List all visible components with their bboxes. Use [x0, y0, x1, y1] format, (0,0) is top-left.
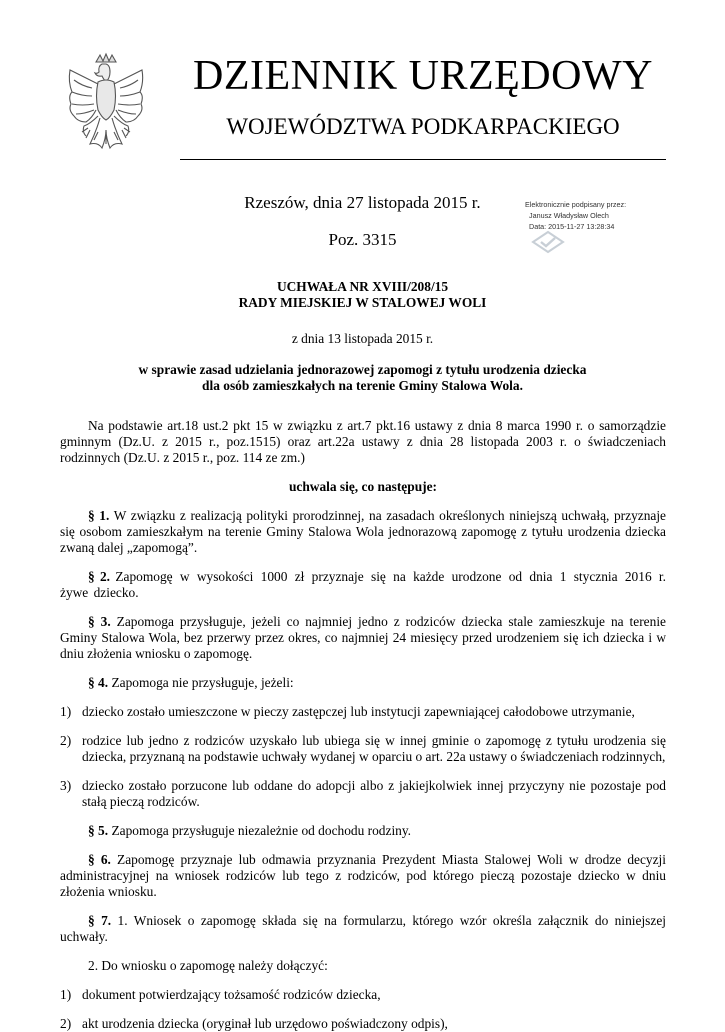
list-item-number: 2) — [60, 1016, 72, 1031]
list-item-number: 2) — [60, 733, 72, 748]
position-number: Poz. 3315 — [328, 230, 397, 249]
list-item-text: dokument potwierdzający tożsamość rodziców dziecka, — [82, 987, 381, 1002]
polish-eagle-emblem-icon — [62, 52, 150, 168]
paragraph-1-text: W związku z realizacją polityki prorodzinnej, na zasadach określonych niniejszą uchwałą, przyznaje się osobom zamieszkałym na terenie Gminy Stalowa Wola jednorazową zapomogę z tytułu urodzenia dziecka zwaną dalej „zapomogą”. — [60, 508, 667, 555]
list-item-number: 1) — [60, 704, 72, 719]
list-item — [60, 733, 666, 765]
list-item — [60, 1016, 666, 1032]
paragraph-7-number: § 7. — [88, 913, 112, 928]
list-item-text: rodzice lub jedno z rodziców uzyskało lub ubiega się w innej gminie o zapomogę z tytułu urodzenia się dziecka, przyznaną na podstawie uchwały wydanej w oparciu o art. 22a ustawy o świadczeniach rodzinnych, — [82, 733, 666, 764]
paragraph-3-text: Zapomoga przysługuje, jeżeli co najmniej jedno z rodziców dziecka stale zamieszkuje na terenie Gminy Stalowa Wola, bez przerwy przez okres, co najmniej 24 miesięcy przed urodzeniem się ich dziecka i w dniu złożenia wniosku o zapomogę. — [60, 614, 666, 661]
header-divider — [180, 159, 666, 160]
paragraph-7-item-2: 2. Do wniosku o zapomogę należy dołączyć: — [88, 958, 328, 973]
paragraph-2-number: § 2. — [88, 569, 111, 584]
journal-subtitle: WOJEWÓDZTWA PODKARPACKIEGO — [226, 114, 620, 139]
paragraph-7-text: 1. Wniosek o zapomogę składa się na formularzu, którego wzór określa załącznik do niniejszej uchwały. — [60, 913, 666, 944]
signature-check-icon — [531, 230, 565, 254]
act-title-line1: UCHWAŁA NR XVIII/208/15 — [276, 279, 449, 294]
place-and-date: Rzeszów, dnia 27 listopada 2015 r. — [244, 193, 481, 212]
paragraph-2 — [60, 569, 666, 601]
list-item — [60, 778, 666, 810]
journal-title: DZIENNIK URZĘDOWY — [193, 53, 653, 99]
paragraph-3 — [60, 614, 666, 662]
paragraph-1-number: § 1. — [88, 508, 110, 523]
paragraph-3-number: § 3. — [88, 614, 111, 629]
paragraph-4 — [60, 675, 666, 691]
paragraph-1 — [60, 508, 666, 556]
list-item-number: 3) — [60, 778, 72, 793]
preamble: Na podstawie art.18 ust.2 pkt 15 w związku z art.7 pkt.16 ustawy z dnia 8 marca 1990 r. o samorządzie gminnym (Dz.U. z 2015 r., poz.1515) oraz art.22a ustawy z dnia 28 listopada 2003 r. o świadczeniach rodzinnych (Dz.U. z 2015 r., poz. 114 ze zm.) — [60, 418, 666, 465]
esign-label: Elektronicznie podpisany przez: — [525, 200, 627, 209]
list-item-text: dziecko zostało umieszczone w pieczy zastępczej lub instytucji zapewniającej całodobowe utrzymanie, — [82, 704, 635, 719]
paragraph-6 — [60, 852, 666, 900]
act-body — [60, 418, 666, 1032]
esign-date: Data: 2015-11-27 13:28:34 — [529, 222, 615, 231]
resolves-line: uchwala się, co następuje: — [288, 479, 438, 494]
list-item-number: 1) — [60, 987, 72, 1002]
act-subject-line2: dla osób zamieszkałych na terenie Gminy Stalowa Wola. — [202, 378, 523, 393]
act-title-line2: RADY MIEJSKIEJ W STALOWEJ WOLI — [238, 295, 487, 310]
paragraph-2-text: Zapomogę w wysokości 1000 zł przyznaje się na każde urodzone od dnia 1 stycznia 2016 r. żywe dziecko. — [60, 569, 666, 600]
list-item-text: akt urodzenia dziecka (oryginał lub urzędowo poświadczony odpis), — [82, 1016, 448, 1031]
act-subject-line1: w sprawie zasad udzielania jednorazowej zapomogi z tytułu urodzenia dziecka — [138, 362, 587, 377]
paragraph-6-number: § 6. — [88, 852, 111, 867]
list-item — [60, 987, 666, 1003]
esign-signer: Janusz Władysław Olech — [529, 211, 609, 220]
act-date: z dnia 13 listopada 2015 r. — [291, 331, 434, 346]
paragraph-5-number: § 5. — [88, 823, 109, 838]
paragraph-5 — [60, 823, 666, 839]
list-item — [60, 704, 666, 720]
paragraph-4-text: Zapomoga nie przysługuje, jeżeli: — [111, 675, 294, 690]
electronic-signature — [525, 199, 675, 232]
paragraph-4-number: § 4. — [88, 675, 109, 690]
paragraph-6-text: Zapomogę przyznaje lub odmawia przyznania Prezydent Miasta Stalowej Woli w drodze decyzji administracyjnej na wniosek rodziców lub tego z rodziców, pod którego pieczą pozostaje dziecko w dniu złożenia wniosku. — [60, 852, 666, 899]
act-subject — [60, 362, 665, 394]
paragraph-7 — [60, 913, 666, 945]
paragraph-5-text: Zapomoga przysługuje niezależnie od dochodu rodziny. — [111, 823, 412, 838]
list-item-text: dziecko zostało porzucone lub oddane do adopcji albo z jakiejkolwiek innej przyczyny nie pozostaje pod stałą pieczą rodziców. — [82, 778, 666, 809]
